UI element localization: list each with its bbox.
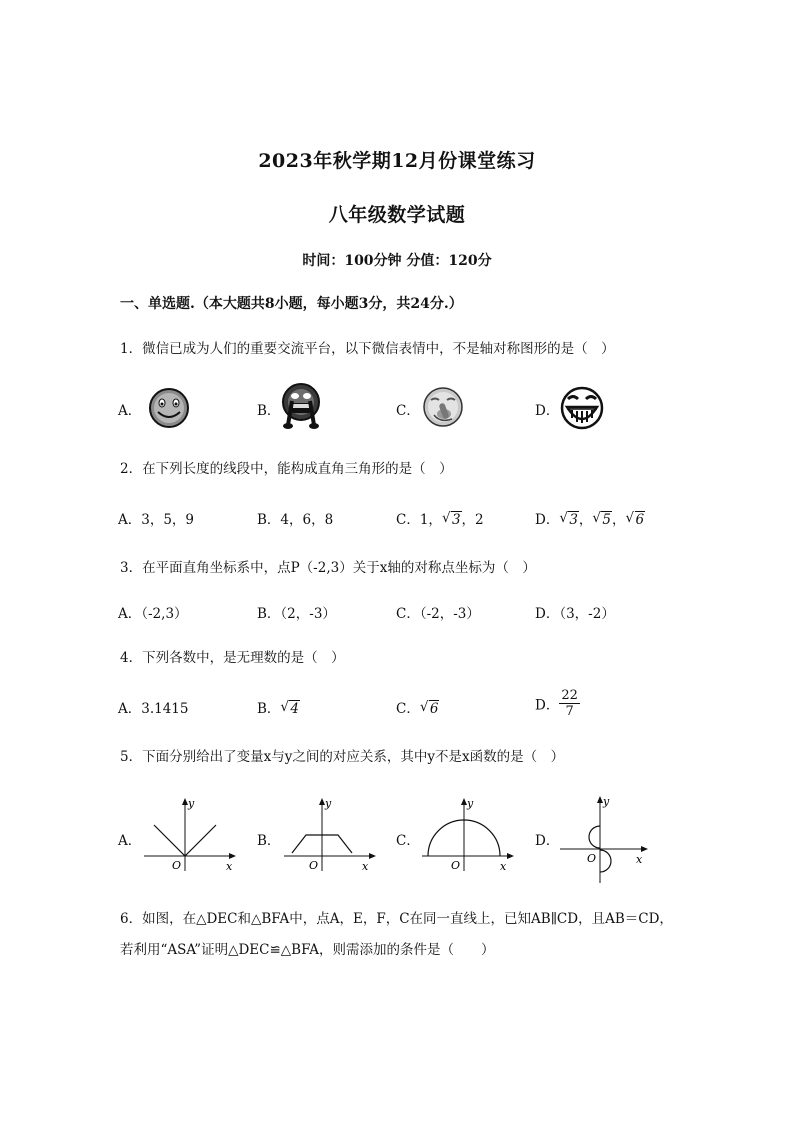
- origin-label: O: [451, 859, 461, 872]
- crying-face-icon: [280, 381, 322, 431]
- q5-option-c-label: C．: [396, 833, 420, 849]
- q2-option-b: B．4，6，8: [257, 512, 334, 528]
- x-axis-label: x: [500, 860, 507, 873]
- question-5-stem: 5．下面分别给出了变量x与y之间的对应关系，其中y不是x函数的是（ ）: [120, 749, 565, 765]
- question-3-stem: 3．在平面直角坐标系中，点P（-2,3）关于x轴的对称点坐标为（ ）: [120, 560, 536, 576]
- smiley-face-icon: [146, 386, 192, 430]
- graph-option-d: [556, 793, 656, 885]
- q1-option-d-label: D．: [535, 403, 560, 419]
- q2-option-d: D．√ 3，√ 5，√ 6: [535, 508, 645, 528]
- q4-option-d: D． $\frac{22}{7}$: [535, 688, 578, 719]
- origin-label: O: [587, 852, 597, 865]
- q3-option-b: B．（2，-3）: [257, 606, 336, 622]
- origin-label: O: [309, 859, 319, 872]
- q2-option-c: C．1，√ 3，2: [396, 508, 484, 528]
- x-axis-label: x: [362, 860, 369, 873]
- exam-meta: 时间：100分钟 分值：120分: [302, 253, 492, 269]
- q3-option-a: A．（-2,3）: [118, 606, 188, 622]
- sqrt-expression: √ 3: [559, 512, 579, 528]
- q1-option-c-label: C．: [396, 403, 420, 419]
- q5-option-d-label: D．: [535, 833, 560, 849]
- y-axis-label: y: [467, 797, 474, 810]
- graph-option-c: [418, 795, 518, 875]
- question-6-stem-line-1: 6．如图，在△DEC和△BFA中，点A，E，F，C在同一直线上，已知AB∥CD，且AB＝CD，: [120, 911, 673, 927]
- q4-option-c: C．√ 6: [396, 697, 439, 717]
- question-4-stem: 4．下列各数中，是无理数的是（ ）: [120, 650, 345, 666]
- q5-option-b-label: B．: [257, 833, 281, 849]
- graph-option-a: [140, 795, 240, 875]
- x-axis-label: x: [226, 860, 233, 873]
- question-1-stem: 1．微信已成为人们的重要交流平台，以下微信表情中，不是轴对称图形的是（ ）: [120, 341, 615, 357]
- page-subtitle: 八年级数学试题: [328, 204, 466, 226]
- sqrt-expression: √ 4: [280, 701, 300, 717]
- section-heading: 一、单选题.（本大题共8小题，每小题3分，共24分.）: [120, 296, 463, 312]
- fraction: $\frac{22}{7}$: [561, 688, 578, 719]
- sqrt-expression: √ 6: [420, 701, 440, 717]
- grinning-face-icon: [558, 385, 606, 431]
- q3-option-d: D．（3，-2）: [535, 606, 615, 622]
- sqrt-expression: √ 6: [626, 512, 646, 528]
- sqrt-expression: √ 3: [442, 512, 462, 528]
- q4-option-b: B．√ 4: [257, 697, 300, 717]
- q4-option-a: A．3.1415: [118, 701, 189, 717]
- question-2-stem: 2．在下列长度的线段中，能构成直角三角形的是（ ）: [120, 461, 453, 477]
- shush-face-icon: [420, 385, 466, 429]
- y-axis-label: y: [325, 797, 332, 810]
- question-6-stem-line-2: 若利用“ASA”证明△DEC≌△BFA，则需添加的条件是（ ）: [120, 942, 495, 958]
- x-axis-label: x: [636, 853, 643, 866]
- y-axis-label: y: [603, 795, 610, 808]
- y-axis-label: y: [188, 797, 195, 810]
- sqrt-expression: √ 5: [592, 512, 612, 528]
- q1-option-b-label: B．: [257, 403, 281, 419]
- q1-option-a-label: A．: [118, 403, 142, 419]
- graph-option-b: [280, 795, 380, 875]
- page-title: 2023年秋学期12月份课堂练习: [258, 150, 536, 172]
- q2-option-a: A．3，5，9: [118, 512, 195, 528]
- q5-option-a-label: A．: [118, 833, 142, 849]
- q3-option-c: C．（-2，-3）: [396, 606, 480, 622]
- origin-label: O: [172, 859, 182, 872]
